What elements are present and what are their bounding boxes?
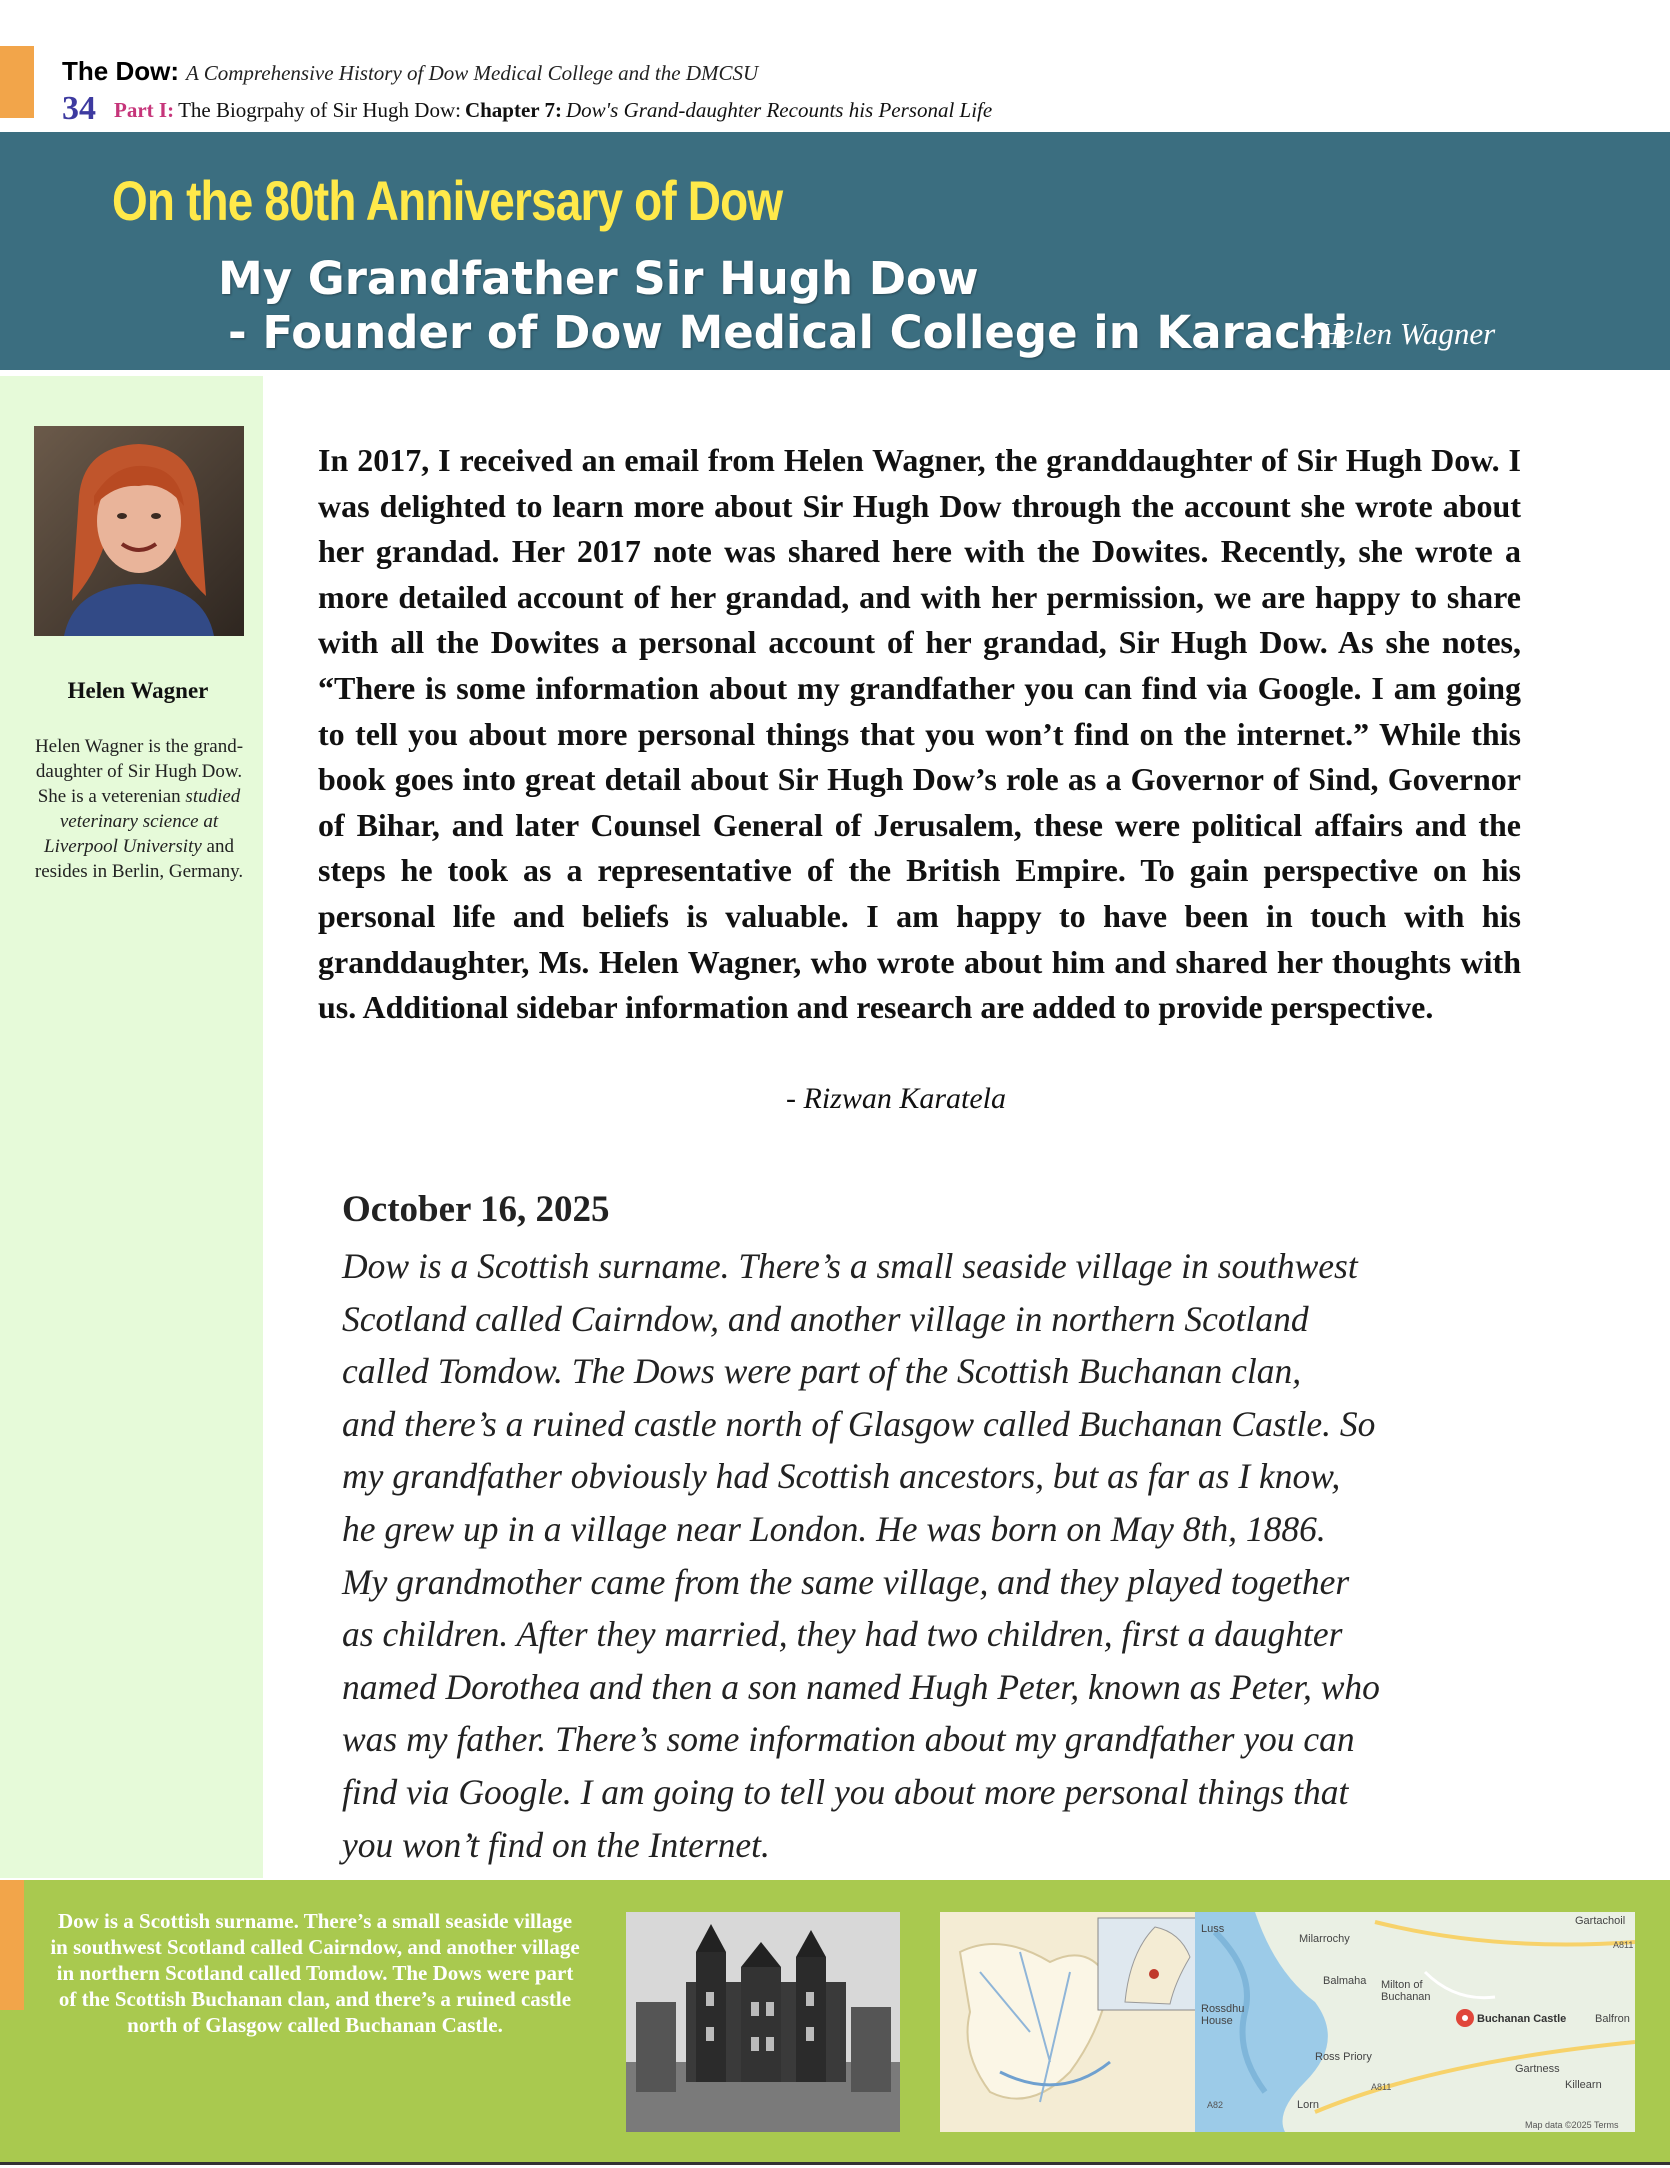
letter-line: named Dorothea and then a son named Hugh Peter, known as Peter, who [342, 1666, 1380, 1707]
chapter-label: Chapter 7: [464, 98, 562, 122]
letter-line: was my father. There’s some information about my grandfather you can [342, 1719, 1355, 1760]
bottom-rule [0, 2162, 1670, 2165]
letter-line: you won’t find on the Internet. [342, 1824, 770, 1865]
strip-text: Dow is a Scottish surname. There’s a small seaside village in southwest Scotland called Cairndow, and another village in northern Scotland called Tomdow. The Dows were part of the Scottish Buchanan clan, and there’s a ruined castle north of Glasgow called Buchanan Castle. [50, 1909, 580, 2037]
intro-signature: - Rizwan Karatela [786, 1082, 1007, 1115]
letter-line: Dow is a Scottish surname. There’s a small seaside village in southwest [342, 1246, 1358, 1286]
road-label: A811 [1613, 1940, 1634, 1950]
book-subtitle: A Comprehensive History of Dow Medical College and the DMCSU [186, 61, 759, 85]
letter-body [342, 1240, 1507, 1871]
map-label: Ross Priory [1315, 2051, 1372, 2063]
letter-line: and there’s a ruined castle north of Glasgow called Buchanan Castle. So [342, 1403, 1376, 1444]
map-label: House [1201, 2015, 1233, 2027]
article-byline: - Helen Wagner [1300, 316, 1496, 351]
banner-kicker: On the 80th Anniversary of Dow [112, 169, 783, 232]
map-label: Balfron [1595, 2013, 1630, 2025]
article-title-line1: My Grandfather Sir Hugh Dow [218, 252, 979, 305]
map-label: Gartachoil [1575, 1915, 1626, 1927]
letter-line: find via Google. I am going to tell you about more personal things that [342, 1771, 1349, 1812]
map-label: Buchanan Castle [1477, 2013, 1567, 2025]
buchanan-castle-map [1195, 1912, 1635, 2132]
part-label: Part I: [114, 98, 175, 122]
photo-caption-name: Helen Wagner [67, 678, 209, 703]
map-label: Killearn [1565, 2079, 1602, 2091]
running-header-line2 [62, 90, 992, 128]
bio-text-2: and resides in Berlin, Germany. [34, 836, 244, 882]
letter-line: as children. After they married, they had two children, first a daughter [342, 1614, 1343, 1655]
scotland-region-map [940, 1912, 1220, 2132]
strip-orange-tab [0, 1880, 24, 2010]
letter-line: My grandmother came from the same village, and they played together [342, 1561, 1350, 1602]
bio-text-italic: studied veterinary science at Liverpool University [44, 786, 241, 857]
road-label: A811 [1371, 2082, 1392, 2092]
photo-caption-bio [34, 734, 244, 884]
map-label: Milton of [1381, 1979, 1423, 1991]
orange-corner-tab [0, 46, 34, 118]
intro-paragraph: In 2017, I received an email from Helen Wagner, the granddaughter of Sir Hugh Dow. I was delighted to learn more about Sir Hugh Dow through the account she wrote about her grandad. Her 2017 note was shared here with the Dowites. Recently, she wrote a more detailed account of her grandad, and with her permission, we are happy to share with all the Dowites a personal account of her grandad, Sir Hugh Dow. As she notes, “There is some information about my grandfather you can find via Google. I am going to tell you about more personal things that you won’t find on the internet.” While this book goes into great detail about Sir Hugh Dow’s role as a Governor of Sind, Governor of Bihar, and later Counsel General of Jerusalem, these were political affairs and the steps he took as a representative of the British Empire. To gain perspective on his personal life and beliefs is valuable. I am happy to have been in touch with his granddaughter, Ms. Helen Wagner, who wrote about him and shared her thoughts with us. Additional sidebar information and research are added to provide perspective. [318, 442, 1521, 1026]
page-number: 34 [62, 90, 96, 127]
map-label: Buchanan [1381, 1991, 1431, 2003]
book-title: The Dow: [62, 56, 179, 86]
article-title-line2: - Founder of Dow Medical College in Karachi [228, 306, 1349, 359]
letter-line: he grew up in a village near London. He was born on May 8th, 1886. [342, 1508, 1326, 1549]
chapter-title: Dow's Grand-daughter Recounts his Personal Life [565, 98, 993, 122]
map-label: Milarrochy [1299, 1933, 1350, 1945]
letter-line: my grandfather obviously had Scottish ancestors, but as far as I know, [342, 1456, 1341, 1497]
map-label: Luss [1201, 1923, 1225, 1935]
bio-text-1: Helen Wagner is the grand-daughter of Sir Hugh Dow. She is a veterenian [34, 736, 244, 807]
map-label: Gartness [1515, 2063, 1560, 2075]
map-attribution: Map data ©2025 Terms [1525, 2120, 1619, 2130]
part-title: The Biogrpahy of Sir Hugh Dow: [178, 98, 461, 122]
letter-date: October 16, 2025 [342, 1189, 610, 1230]
road-label: A82 [1207, 2100, 1224, 2110]
author-photo [34, 426, 244, 636]
letter-line: Scotland called Cairndow, and another village in northern Scotland [342, 1298, 1309, 1339]
letter-line: called Tomdow. The Dows were part of the Scottish Buchanan clan, [342, 1351, 1302, 1392]
buchanan-castle-photo [626, 1912, 900, 2132]
map-label: Balmaha [1323, 1975, 1367, 1987]
map-label: Lorn [1297, 2099, 1320, 2111]
map-label: Rossdhu [1201, 2003, 1245, 2015]
running-header-line1 [62, 56, 758, 87]
